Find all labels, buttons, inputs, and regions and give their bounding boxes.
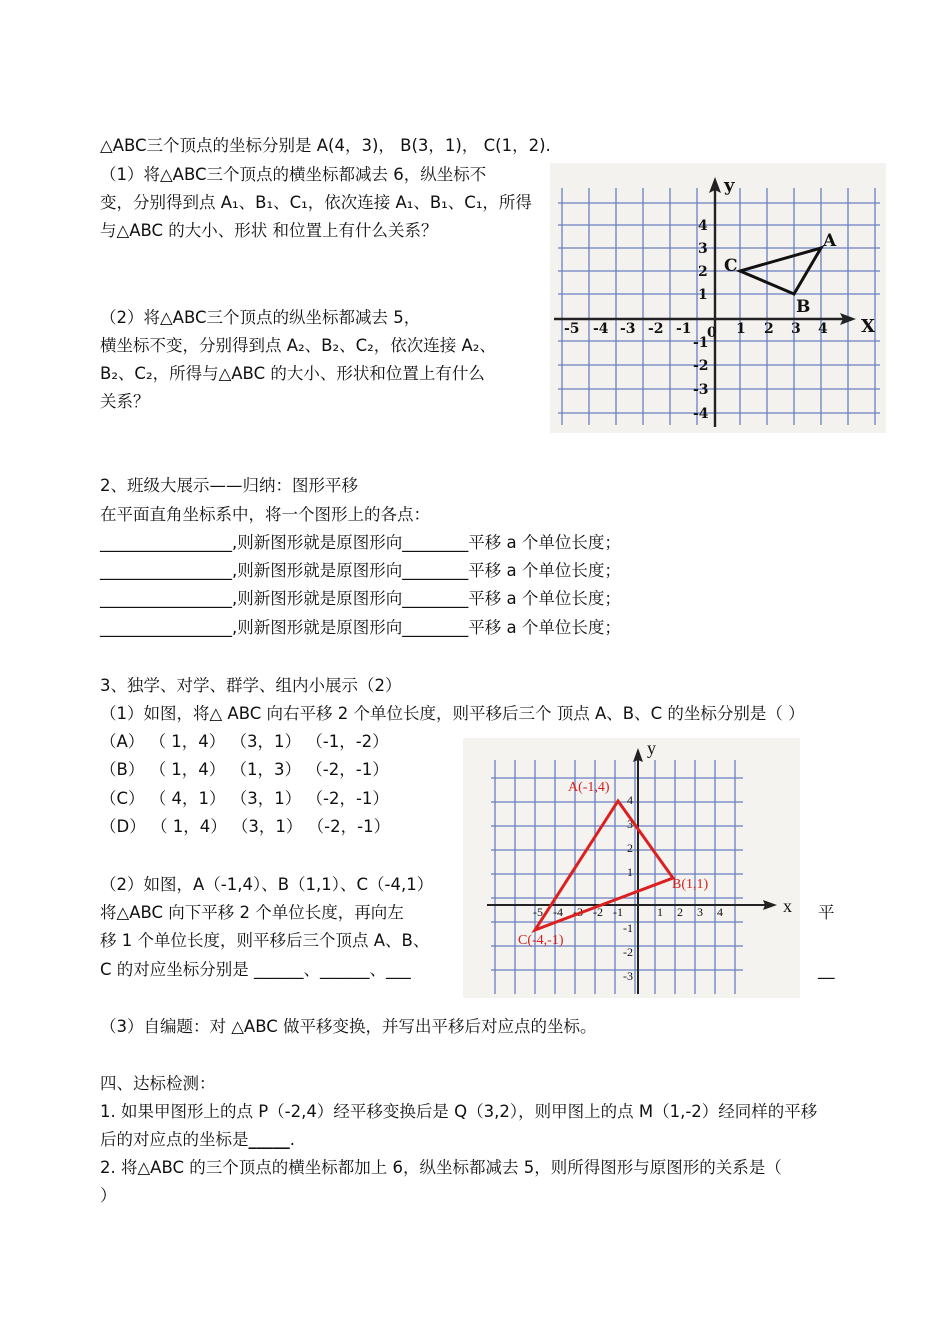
figure-1-vertex-a-label: A <box>823 231 837 251</box>
figure-1-y-tick: -2 <box>693 358 709 374</box>
figure-2-x-label: x <box>783 896 792 916</box>
figure-1-y-tick: -4 <box>693 406 709 422</box>
part1-q2-line-2: 横坐标不变，分别得到点 A₂、B₂、C₂，依次连接 A₂、 <box>100 336 496 355</box>
part3-option-b: （B） （ 1，4） （1，3） （-2，-1） <box>100 760 389 779</box>
part3-q2-line-1: （2）如图，A（-1,4）、B（1,1）、C（-4,1） <box>100 875 434 894</box>
figure-1-vertex-b-label: B <box>796 297 811 317</box>
part2-fill-row: ________________,则新图形就是原图形向________平移 a 个单位长度； <box>100 533 621 552</box>
figure-1-x-tick: -2 <box>648 321 664 337</box>
figure-2-x-tick: 2 <box>677 905 683 919</box>
figure-2-y-tick: 1 <box>627 865 633 879</box>
part3-option-c: （C） （ 4，1） （3，1） （-2，-1） <box>100 789 389 808</box>
part4-q2-line-1: 2. 将△ABC 的三个顶点的横坐标都加上 6，纵坐标都减去 5，则所得图形与原图形的关系是（ <box>100 1158 782 1177</box>
figure-1-x-tick: -5 <box>564 321 580 337</box>
part3-side-blank: __ <box>818 960 835 979</box>
part1-q2-line-1: （2）将△ABC三个顶点的纵坐标都减去 5， <box>100 308 421 327</box>
part3-question-1: （1）如图，将△ ABC 向右平移 2 个单位长度，则平移后三个 顶点 A、B、C 的坐标分别是（ ） <box>100 704 805 723</box>
part4-q2-line-2: ） <box>100 1186 117 1205</box>
figure-1-x-tick: 4 <box>818 321 828 337</box>
part3-heading: 3、独学、对学、群学、组内小展示（2） <box>100 676 402 695</box>
figure-1-vertex-c-label: C <box>724 256 738 276</box>
figure-1-x-tick: -3 <box>620 321 636 337</box>
figure-2-x-tick: -4 <box>553 905 563 919</box>
figure-1-y-tick: 2 <box>698 264 708 280</box>
figure-2-y-tick: -1 <box>623 921 633 935</box>
figure-1-y-tick: 1 <box>698 287 708 303</box>
figure-1-y-tick: -1 <box>693 335 709 351</box>
figure-1-x-tick: -4 <box>593 321 609 337</box>
part3-question-3: （3）自编题：对 △ABC 做平移变换，并写出平移后对应点的坐标。 <box>100 1017 597 1036</box>
figure-2-y-tick: 4 <box>627 793 633 807</box>
part4-q1-line-2 <box>100 1129 295 1151</box>
figure-1-y-tick: -3 <box>693 382 709 398</box>
figure-2-y-tick: -2 <box>623 945 633 959</box>
figure-1-x-tick: 2 <box>764 321 774 337</box>
coordinate-figure-1-svg <box>550 163 886 433</box>
part4-q1-prefix: 后的对应点的坐标是 <box>100 1130 249 1149</box>
figure-1-x-tick: 3 <box>791 321 801 337</box>
figure-2-x-tick: -2 <box>593 905 603 919</box>
part1-intro: △ABC三个顶点的坐标分别是 A(4，3)， B(3，1)， C(1，2). <box>100 136 551 155</box>
part2-heading: 2、班级大展示——归纳：图形平移 <box>100 476 358 495</box>
figure-2-x-tick: -5 <box>533 905 543 919</box>
figure-2-x-tick: 4 <box>717 905 723 919</box>
part2-fill-row: ________________,则新图形就是原图形向________平移 a 个单位长度； <box>100 618 621 637</box>
part3-q2-line-2: 将△ABC 向下平移 2 个单位长度，再向左 <box>100 903 404 922</box>
part1-q2-line-3: B₂、C₂，所得与△ABC 的大小、形状和位置上有什么 <box>100 364 485 383</box>
figure-1-x-tick: 1 <box>736 321 746 337</box>
figure-2-y-label: y <box>647 738 656 758</box>
figure-2-x-tick: 1 <box>657 905 663 919</box>
figure-1-x-tick: -1 <box>676 321 692 337</box>
figure-2-x-tick: -1 <box>613 905 623 919</box>
coordinate-figure-1 <box>550 163 886 433</box>
part1-q1-line-3: 与△ABC 的大小、形状 和位置上有什么关系？ <box>100 221 438 240</box>
part3-option-d: （D） （ 1，4） （3，1） （-2，-1） <box>100 817 391 836</box>
figure-2-y-tick: 2 <box>627 841 633 855</box>
figure-1-y-tick: 4 <box>698 218 708 234</box>
part2-intro: 在平面直角坐标系中，将一个图形上的各点： <box>100 505 430 524</box>
part1-q2-line-4: 关系？ <box>100 392 150 411</box>
figure-2-label-b: B(1,1) <box>672 877 709 892</box>
part1-q1-line-2: 变，分别得到点 A₁、B₁、C₁，依次连接 A₁、B₁、C₁，所得 <box>100 193 532 212</box>
figure-1-origin-label: 0 <box>707 325 717 341</box>
figure-2-x-tick: 3 <box>697 905 703 919</box>
figure-2-x-tick: -3 <box>573 905 583 919</box>
part1-q1-line-1: （1）将△ABC三个顶点的横坐标都减去 6，纵坐标不 <box>100 165 487 184</box>
figure-2-label-c: C(-4,-1) <box>518 933 564 948</box>
figure-2-y-tick: 3 <box>627 817 633 831</box>
part3-q2-line-3: 移 1 个单位长度，则平移后三个顶点 A、B、 <box>100 931 430 950</box>
coordinate-figure-2 <box>463 738 800 998</box>
figure-1-y-tick: 3 <box>698 241 708 257</box>
part3-side-char: 平 <box>818 903 835 922</box>
figure-1-x-label: X <box>861 316 875 337</box>
figure-2-y-tick: -3 <box>623 969 633 983</box>
part2-fill-row: ________________,则新图形就是原图形向________平移 a 个单位长度； <box>100 561 621 580</box>
figure-2-label-a: A(-1,4) <box>568 780 610 795</box>
part4-q1-suffix: . <box>289 1130 295 1149</box>
part3-q2-line-4: C 的对应坐标分别是 ______、______、___ <box>100 960 411 979</box>
part4-q1-answer-blank[interactable]: _____ <box>248 1130 290 1149</box>
figure-1-y-label: y <box>724 175 735 196</box>
part2-fill-row: ________________,则新图形就是原图形向________平移 a 个单位长度； <box>100 589 621 608</box>
part4-heading: 四、达标检测： <box>100 1074 216 1093</box>
coordinate-figure-2-svg <box>463 738 800 998</box>
part4-q1-line-1: 1. 如果甲图形上的点 P（-2,4）经平移变换后是 Q（3,2），则甲图上的点 M（1,-2）经同样的平移 <box>100 1102 818 1121</box>
part3-option-a: （A） （ 1，4） （3，1） （-1，-2） <box>100 732 389 751</box>
